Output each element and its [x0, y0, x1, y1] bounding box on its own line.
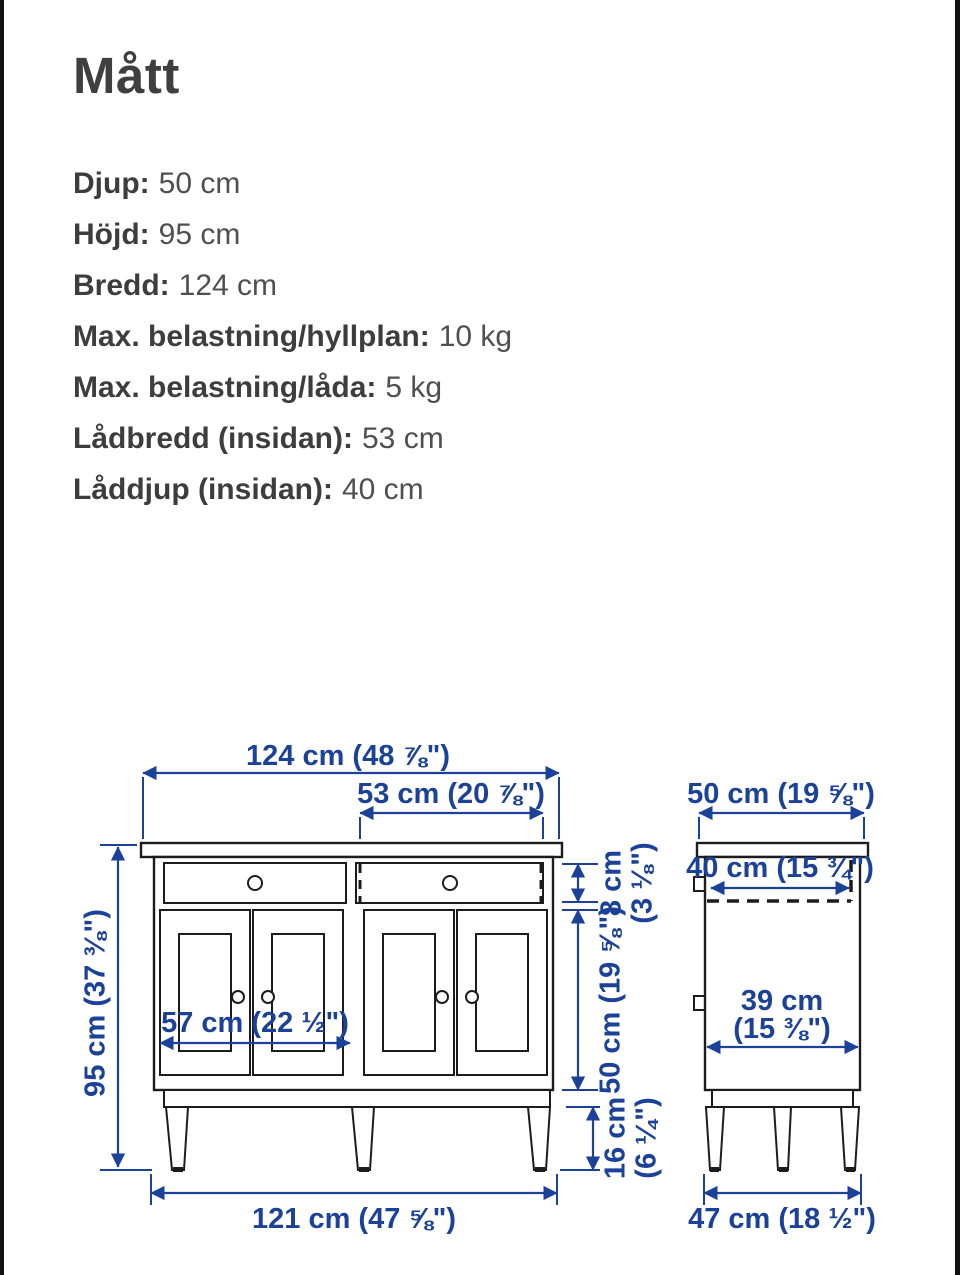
spec-value: 50 cm: [158, 167, 241, 200]
side-leg: [841, 1107, 859, 1170]
front-door-height-label: 50 cm (19 ⅝"): [594, 906, 627, 1094]
spec-value: 124 cm: [178, 269, 278, 302]
front-width-top-label: 124 cm (48 ⅞"): [246, 740, 450, 772]
side-depth-top-label: 50 cm (19 ⅝"): [687, 778, 875, 810]
door-knob: [232, 991, 244, 1003]
side-leg: [706, 1107, 724, 1170]
spec-label: Höjd:: [73, 218, 150, 251]
front-leg: [166, 1107, 188, 1170]
spec-label: Max. belastning/låda:: [73, 371, 377, 404]
front-width-bottom-label: 121 cm (47 ⅝"): [252, 1203, 456, 1235]
drawer-knob: [248, 876, 262, 890]
front-drawer-height-cm-label: 8 cm: [595, 849, 628, 917]
front-height-label: 95 cm (37 ⅜"): [79, 909, 112, 1097]
spec-label: Bredd:: [73, 269, 170, 302]
spec-value: 40 cm: [341, 473, 424, 506]
spec-value: 5 kg: [385, 371, 443, 404]
front-drawer-width-label: 53 cm (20 ⅞"): [357, 778, 545, 810]
front-leg: [352, 1107, 374, 1170]
door-knob: [262, 991, 274, 1003]
side-depth-bottom-label: 47 cm (18 ½"): [688, 1203, 876, 1235]
side-inner-depth-in-label: (15 ⅜"): [733, 1013, 831, 1045]
front-inner-width-label: 57 cm (22 ½"): [161, 1007, 349, 1039]
front-leg: [528, 1107, 550, 1170]
spec-label: Låddjup (insidan):: [73, 473, 333, 506]
side-inner-depth-cm-label: 39 cm: [740, 985, 824, 1017]
drawer-knob: [443, 876, 457, 890]
door-knob: [466, 991, 478, 1003]
door-knob: [436, 991, 448, 1003]
spec-label: Max. belastning/hyllplan:: [73, 320, 430, 353]
front-leg-height-cm-label: 16 cm: [599, 1096, 632, 1180]
spec-value: 53 cm: [362, 422, 444, 455]
side-leg: [774, 1107, 791, 1170]
front-leg-height-in-label: (6 ¼"): [630, 1097, 663, 1179]
front-drawer-height-in-label: (3 ⅛"): [626, 842, 659, 924]
page-title: Mått: [73, 47, 180, 104]
spec-value: 10 kg: [438, 320, 513, 353]
spec-value: 95 cm: [158, 218, 241, 251]
spec-label: Lådbredd (insidan):: [73, 422, 353, 455]
spec-label: Djup:: [73, 167, 150, 200]
side-drawer-depth-label: 40 cm (15 ¾"): [686, 852, 874, 884]
